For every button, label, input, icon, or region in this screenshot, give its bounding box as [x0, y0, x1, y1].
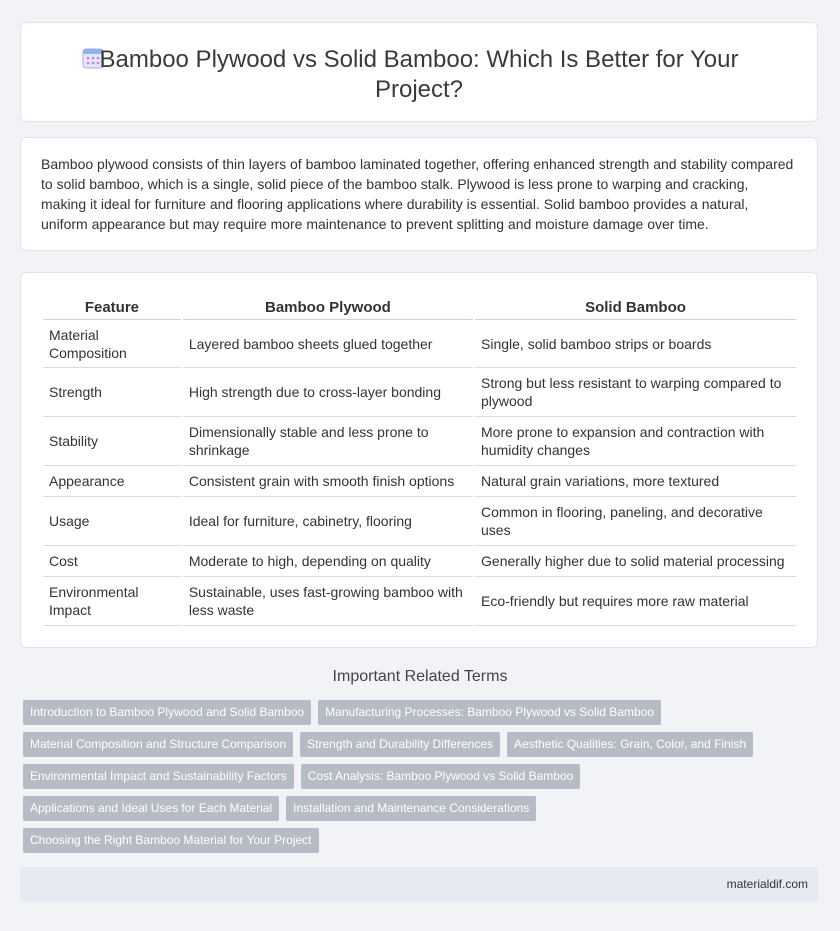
table-row — [43, 546, 796, 577]
comparison-table — [41, 297, 798, 626]
header-bamboo-plywood: Bamboo Plywood — [183, 297, 473, 320]
header-feature: Feature — [43, 297, 181, 320]
intro-text: Bamboo plywood consists of thin layers of bamboo laminated together, offering enhanced strength and stability compared to solid bamboo, which is a single, solid piece of the bamboo stalk. Plywood is less prone to warping and cracking, making it ideal for furniture and flooring applications where durability is essential. Solid bamboo provides a natural, uniform appearance but may require more maintenance to prevent splitting and moisture damage over time. — [41, 156, 794, 232]
solid-cell: Natural grain variations, more textured — [475, 466, 796, 497]
footer-site-link[interactable]: materialdif.com — [726, 877, 808, 891]
table-row — [43, 417, 796, 466]
header-solid-bamboo: Solid Bamboo — [475, 297, 796, 320]
feature-cell: Material Composition — [43, 320, 181, 368]
comparison-card — [20, 272, 818, 648]
plywood-cell: Consistent grain with smooth finish options — [183, 466, 473, 497]
feature-cell: Appearance — [43, 466, 181, 497]
plywood-cell: Sustainable, uses fast-growing bamboo with less waste — [183, 577, 473, 626]
related-terms-title: Important Related Terms — [332, 668, 508, 685]
title-card — [20, 22, 818, 122]
plywood-cell: High strength due to cross-layer bonding — [183, 368, 473, 417]
solid-cell: Strong but less resistant to warping compared to plywood — [475, 368, 796, 417]
solid-cell: Eco-friendly but requires more raw material — [475, 577, 796, 626]
related-terms-list — [23, 700, 813, 860]
feature-cell: Environmental Impact — [43, 577, 181, 626]
page-title: Bamboo Plywood vs Solid Bamboo: Which Is Better for Your Project? — [99, 46, 739, 103]
plywood-cell: Layered bamboo sheets glued together — [183, 320, 473, 368]
feature-cell: Cost — [43, 546, 181, 577]
feature-cell: Usage — [43, 497, 181, 546]
intro-card — [20, 137, 818, 251]
solid-cell: More prone to expansion and contraction with humidity changes — [475, 417, 796, 466]
table-row — [43, 320, 796, 368]
feature-cell: Strength — [43, 368, 181, 417]
related-term-tag[interactable]: Material Composition and Structure Comparison — [23, 732, 293, 757]
related-term-tag[interactable]: Choosing the Right Bamboo Material for Your Project — [23, 828, 319, 853]
table-row — [43, 577, 796, 626]
related-term-tag[interactable]: Strength and Durability Differences — [300, 732, 500, 757]
plywood-cell: Dimensionally stable and less prone to shrinkage — [183, 417, 473, 466]
related-term-tag[interactable]: Environmental Impact and Sustainability Factors — [23, 764, 294, 789]
table-row — [43, 368, 796, 417]
table-row — [43, 497, 796, 546]
related-term-tag[interactable]: Manufacturing Processes: Bamboo Plywood vs Solid Bamboo — [318, 700, 661, 725]
solid-cell: Generally higher due to solid material processing — [475, 546, 796, 577]
plywood-cell: Ideal for furniture, cabinetry, flooring — [183, 497, 473, 546]
footer — [20, 867, 818, 902]
feature-cell: Stability — [43, 417, 181, 466]
related-term-tag[interactable]: Aesthetic Qualities: Grain, Color, and Finish — [507, 732, 753, 757]
solid-cell: Common in flooring, paneling, and decorative uses — [475, 497, 796, 546]
table-row — [43, 466, 796, 497]
related-term-tag[interactable]: Cost Analysis: Bamboo Plywood vs Solid Bamboo — [301, 764, 580, 789]
related-term-tag[interactable]: Introduction to Bamboo Plywood and Solid Bamboo — [23, 700, 311, 725]
solid-cell: Single, solid bamboo strips or boards — [475, 320, 796, 368]
table-header-row — [43, 297, 796, 320]
related-term-tag[interactable]: Installation and Maintenance Considerations — [286, 796, 536, 821]
related-term-tag[interactable]: Applications and Ideal Uses for Each Material — [23, 796, 279, 821]
plywood-cell: Moderate to high, depending on quality — [183, 546, 473, 577]
